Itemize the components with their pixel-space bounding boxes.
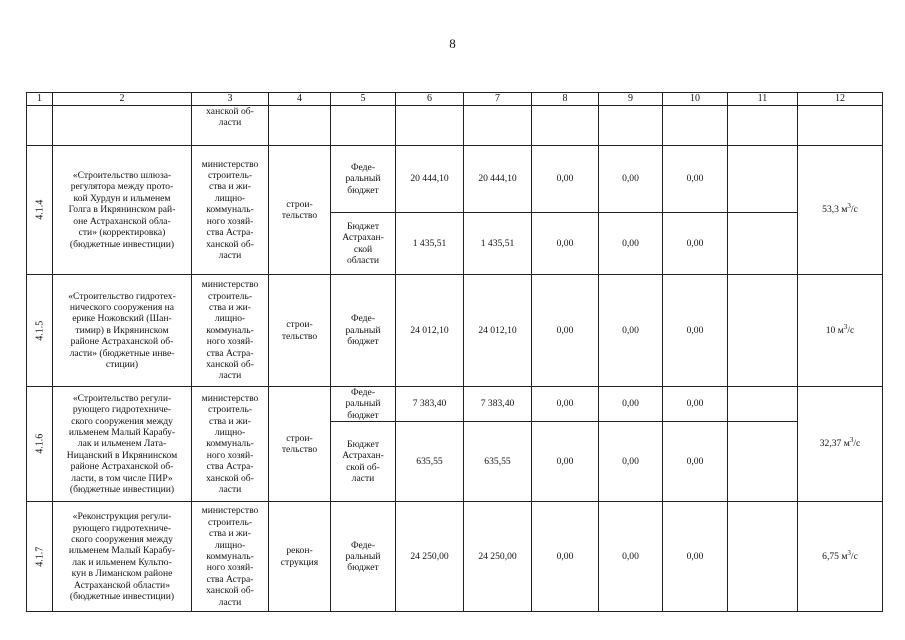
table-row — [27, 387, 883, 422]
continuation-executor: ханской об- ласти — [192, 106, 269, 146]
funding-source: Феде- ральный бюджет — [331, 146, 396, 213]
amount-cell: 0,00 — [663, 502, 728, 612]
row-code-cell — [27, 502, 53, 612]
amount-cell: 0,00 — [663, 275, 728, 387]
amount-cell: 7 383,40 — [464, 387, 532, 422]
amount-cell: 1 435,51 — [396, 213, 464, 275]
header-cell: 7 — [464, 93, 532, 106]
row-executor: министерство строитель- ства и жи- лищно- коммуналь- ного хозяй- ства Астра- ханской об- ласти — [192, 387, 269, 502]
row-code-cell — [27, 146, 53, 275]
budget-table — [26, 92, 883, 612]
amount-cell: 0,00 — [663, 213, 728, 275]
amount-cell: 20 444,10 — [396, 146, 464, 213]
empty-cell — [728, 422, 798, 502]
empty-cell — [728, 146, 798, 213]
capacity-value: 32,37 м — [819, 438, 850, 450]
amount-cell: 0,00 — [663, 387, 728, 422]
row-executor: министерство строитель- ства и жи- лищно- коммуналь- ного хозяй- ства Астра- ханской об- ласти — [192, 275, 269, 387]
page-number: 8 — [449, 36, 456, 51]
capacity-unit: /с — [850, 551, 858, 563]
amount-cell: 24 250,00 — [464, 502, 532, 612]
amount-cell: 24 012,10 — [396, 275, 464, 387]
header-cell: 4 — [269, 93, 331, 106]
amount-cell: 0,00 — [599, 387, 663, 422]
continuation-row — [27, 106, 883, 146]
header-cell: 6 — [396, 93, 464, 106]
capacity-cell — [798, 275, 883, 387]
capacity-exponent: 3 — [849, 436, 854, 445]
capacity-unit: /с — [853, 438, 861, 450]
amount-cell: 0,00 — [532, 213, 599, 275]
header-cell: 3 — [192, 93, 269, 106]
amount-cell: 0,00 — [532, 422, 599, 502]
header-cell: 8 — [532, 93, 599, 106]
capacity-value: 6,75 м — [822, 551, 848, 563]
row-code-cell — [27, 275, 53, 387]
capacity-value: 53,3 м — [822, 204, 848, 216]
capacity-exponent: 3 — [843, 322, 848, 331]
table-row — [27, 146, 883, 213]
table-body — [27, 93, 883, 612]
header-cell: 9 — [599, 93, 663, 106]
amount-cell: 0,00 — [532, 387, 599, 422]
header-cell: 10 — [663, 93, 728, 106]
row-description: «Реконструкция регули- рующего гидротехниче- ского сооружения между ильменем Малый Карабу- лак и ильменем Культю- кун в Лиманском районе Астраханской области» (бюджетные инвестиции) — [53, 502, 192, 612]
funding-source: Феде- ральный бюджет — [331, 387, 396, 422]
empty-cell — [728, 213, 798, 275]
row-work-type: рекон- струкция — [269, 502, 331, 612]
amount-cell: 0,00 — [599, 146, 663, 213]
amount-cell: 0,00 — [532, 275, 599, 387]
amount-cell: 24 250,00 — [396, 502, 464, 612]
row-code: 4.1.4 — [33, 200, 45, 220]
amount-cell: 0,00 — [599, 502, 663, 612]
funding-source: Бюджет Астрахан- ской области — [331, 213, 396, 275]
amount-cell: 0,00 — [663, 422, 728, 502]
empty-cell — [728, 275, 798, 387]
amount-cell: 635,55 — [464, 422, 532, 502]
empty-cell — [728, 502, 798, 612]
capacity-exponent: 3 — [847, 548, 851, 557]
row-code: 4.1.7 — [33, 546, 45, 567]
capacity-cell — [798, 146, 883, 275]
table-row — [27, 275, 883, 387]
row-executor: министерство строитель- ства и жи- лищно- коммуналь- ного хозяй- ства Астра- ханской об- ласти — [192, 146, 269, 275]
row-code: 4.1.6 — [33, 434, 45, 455]
header-cell: 2 — [53, 93, 192, 106]
table-row — [27, 502, 883, 612]
capacity-cell — [798, 502, 883, 612]
amount-cell: 24 012,10 — [464, 275, 532, 387]
row-code-cell — [27, 387, 53, 502]
header-cell: 12 — [798, 93, 883, 106]
row-description: «Строительство регули- рующего гидротехниче- ского сооружения между ильменем Малый Карабу- лак и ильменем Лата- Ницанский в Икрянинском районе Астраханской об- ласти, в том числе ПИР» (бюджетные инвестиции) — [53, 387, 192, 502]
amount-cell: 0,00 — [532, 502, 599, 612]
row-work-type: строи- тельство — [269, 275, 331, 387]
header-cell: 5 — [331, 93, 396, 106]
row-description: «Строительство гидротех- нического сооружения на ерике Ножовский (Шан- тимир) в Икрянинском районе Астраханской об- ласти» (бюджетные инве- стиции) — [53, 275, 192, 387]
funding-source: Феде- ральный бюджет — [331, 502, 396, 612]
header-cell: 11 — [728, 93, 798, 106]
amount-cell: 7 383,40 — [396, 387, 464, 422]
header-cell: 1 — [27, 93, 53, 106]
row-work-type: строи- тельство — [269, 387, 331, 502]
amount-cell: 0,00 — [663, 146, 728, 213]
funding-source: Феде- ральный бюджет — [331, 275, 396, 387]
amount-cell: 0,00 — [599, 275, 663, 387]
empty-cell — [728, 387, 798, 422]
amount-cell: 0,00 — [599, 213, 663, 275]
amount-cell: 0,00 — [532, 146, 599, 213]
amount-cell: 1 435,51 — [464, 213, 532, 275]
funding-source: Бюджет Астрахан- ской об- ласти — [331, 422, 396, 502]
row-executor: министерство строитель- ства и жи- лищно- коммуналь- ного хозяй- ства Астра- ханской об- ласти — [192, 502, 269, 612]
capacity-value: 10 м — [825, 324, 844, 336]
header-row — [27, 93, 883, 106]
capacity-cell — [798, 387, 883, 502]
capacity-unit: /с — [850, 204, 858, 216]
row-code: 4.1.5 — [33, 320, 45, 341]
amount-cell: 20 444,10 — [464, 146, 532, 213]
row-description: «Строительство шлюза- регулятора между прото- кой Хурдун и ильменем Голга в Икрянинском рай- оне Астраханской обла- сти» (корректировка) (бюджетные инвестиции) — [53, 146, 192, 275]
row-work-type: строи- тельство — [269, 146, 331, 275]
amount-cell: 0,00 — [599, 422, 663, 502]
capacity-exponent: 3 — [847, 202, 851, 211]
capacity-unit: /с — [847, 324, 855, 336]
amount-cell: 635,55 — [396, 422, 464, 502]
